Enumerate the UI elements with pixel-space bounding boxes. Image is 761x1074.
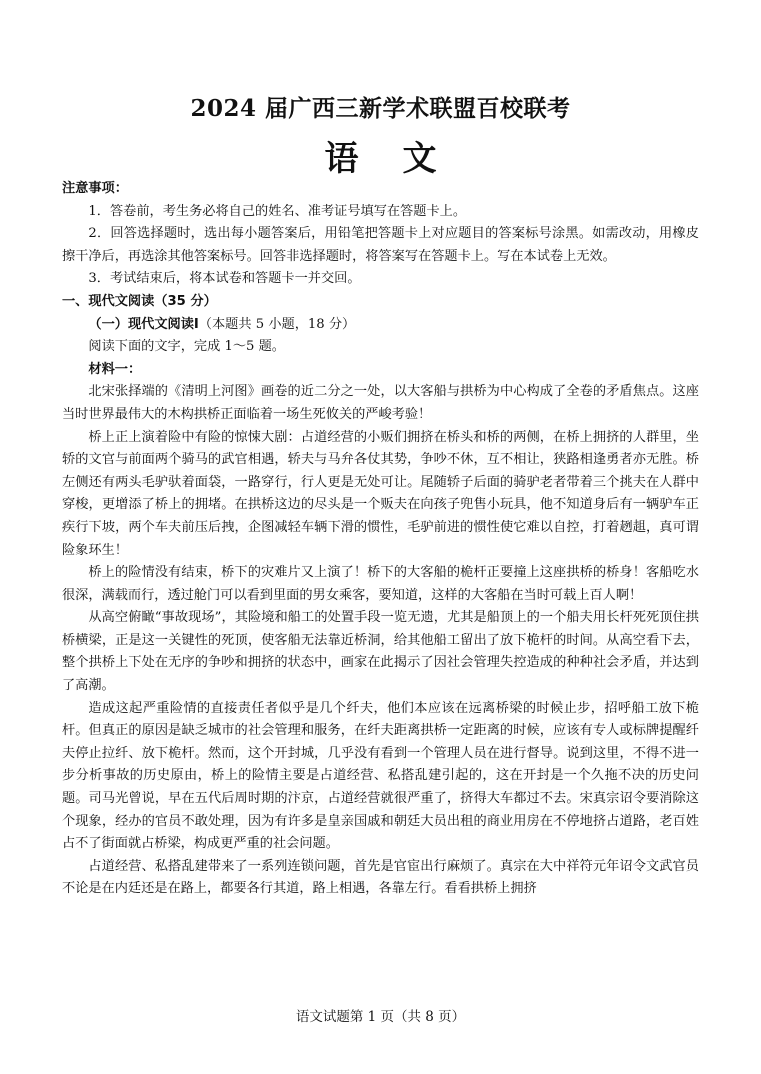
material-label: 材料一： bbox=[88, 361, 142, 377]
sub-section-label: （一）现代文阅读Ⅰ bbox=[88, 316, 199, 332]
article-body bbox=[62, 381, 699, 901]
sub-section-heading bbox=[62, 314, 699, 337]
reading-instruction: 阅读下面的文字，完成 1～5 题。 bbox=[88, 339, 285, 355]
sub-section-note: （本题共 5 小题，18 分） bbox=[198, 316, 356, 332]
article-paragraph-5: 造成这起严重险情的直接责任者似乎是几个纤夫，他们本应该在远离桥梁的时候止步，招呼船工放下桅杆。但真正的原因是缺乏城市的社会管理和服务，在纤夫距离拱桥一定距离的时候，应该有专人或标牌提醒纤夫停止拉纤、放下桅杆。然而，这个开封城，几乎没有看到一个管理人员在进行督导。说到这里，不得不进一步分析事故的历史原由，桥上的险情主要是占道经营、私搭乱建引起的，这在开封是一个久拖不决的历史问题。司马光曾说，早在五代后周时期的汴京，占道经营就很严重了，挤得大车都过不去。宋真宗诏令要消除这个现象，经办的官员不敢处理，因为有许多是皇亲国戚和朝廷大员出租的商业用房在不停地挤占道路，老百姓占不了街面就占桥梁，构成更严重的社会问题。 bbox=[62, 700, 699, 852]
notice-item-1: 1．答卷前，考生务必将自己的姓名、准考证号填写在答题卡上。 bbox=[88, 203, 467, 219]
notice-title: 注意事项： bbox=[62, 181, 128, 196]
page-footer: 语文试题第 1 页（共 8 页） bbox=[295, 1009, 466, 1025]
notice-item-3: 3．考试结束后，将本试卷和答题卡一并交回。 bbox=[88, 271, 361, 287]
article-paragraph-4: 从高空俯瞰“事故现场”，其险境和船工的处置手段一览无遗，尤其是船顶上的一个船夫用长杆死死顶住拱桥横梁，正是这一关键性的死顶，使客船无法靠近桥洞，给其他船工留出了放下桅杆的时间。从高空看下去，整个拱桥上下处在无序的争吵和拥挤的状态中，画家在此揭示了因社会管理失控造成的种种社会矛盾，并达到了高潮。 bbox=[62, 610, 699, 694]
article-paragraph-1: 北宋张择端的《清明上河图》画卷的近二分之一处，以大客船与拱桥为中心构成了全卷的矛盾焦点。这座当时世界最伟大的木构拱桥正面临着一场生死攸关的严峻考验！ bbox=[62, 384, 699, 422]
page-content bbox=[62, 178, 699, 901]
article-paragraph-6: 占道经营、私搭乱建带来了一系列连锁问题，首先是官宦出行麻烦了。真宗在大中祥符元年诏令文武官员不论是在内廷还是在路上，都要各行其道，路上相遇，各靠左行。看看拱桥上拥挤 bbox=[62, 858, 699, 897]
subject-title: 语文 bbox=[324, 139, 481, 179]
section-title: 一、现代文阅读（35 分） bbox=[62, 293, 217, 309]
exam-title: 2024 届广西三新学术联盟百校联考 bbox=[190, 95, 571, 122]
article-paragraph-3: 桥上的险情没有结束，桥下的灾难片又上演了！桥下的大客船的桅杆正要撞上这座拱桥的桥身！客船吃水很深，满载而行，透过舱门可以看到里面的男女乘客，要知道，这样的大客船在当时可载上百人啊！ bbox=[62, 565, 699, 603]
article-paragraph-2: 桥上正上演着险中有险的惊悚大剧：占道经营的小贩们拥挤在桥头和桥的两侧，在桥上拥挤的人群里，坐轿的文官与前面两个骑马的武官相遇，轿夫与马弁各仗其势，争吵不休，互不相让，狭路相逢勇者亦无胜。桥左侧还有两头毛驴驮着面袋，一路穿行，行人更是无处可让。尾随轿子后面的骑驴老者带着三个挑夫在人群中穿梭，更增添了桥上的拥堵。在拱桥这边的尽头是一个贩夫在向孩子兜售小玩具，他不知道身后有一辆驴车正疾行下坡，两个车夫前压后拽，企图减轻车辆下滑的惯性，毛驴前进的惯性使它难以自控，打着趔趄，真可谓险象环生！ bbox=[62, 429, 699, 558]
notice-item-2: 2．回答选择题时，选出每小题答案后，用铅笔把答题卡上对应题目的答案标号涂黑。如需改动，用橡皮擦干净后，再选涂其他答案标号。回答非选择题时，将答案写在答题卡上。写在本试卷上无效。 bbox=[62, 226, 699, 264]
